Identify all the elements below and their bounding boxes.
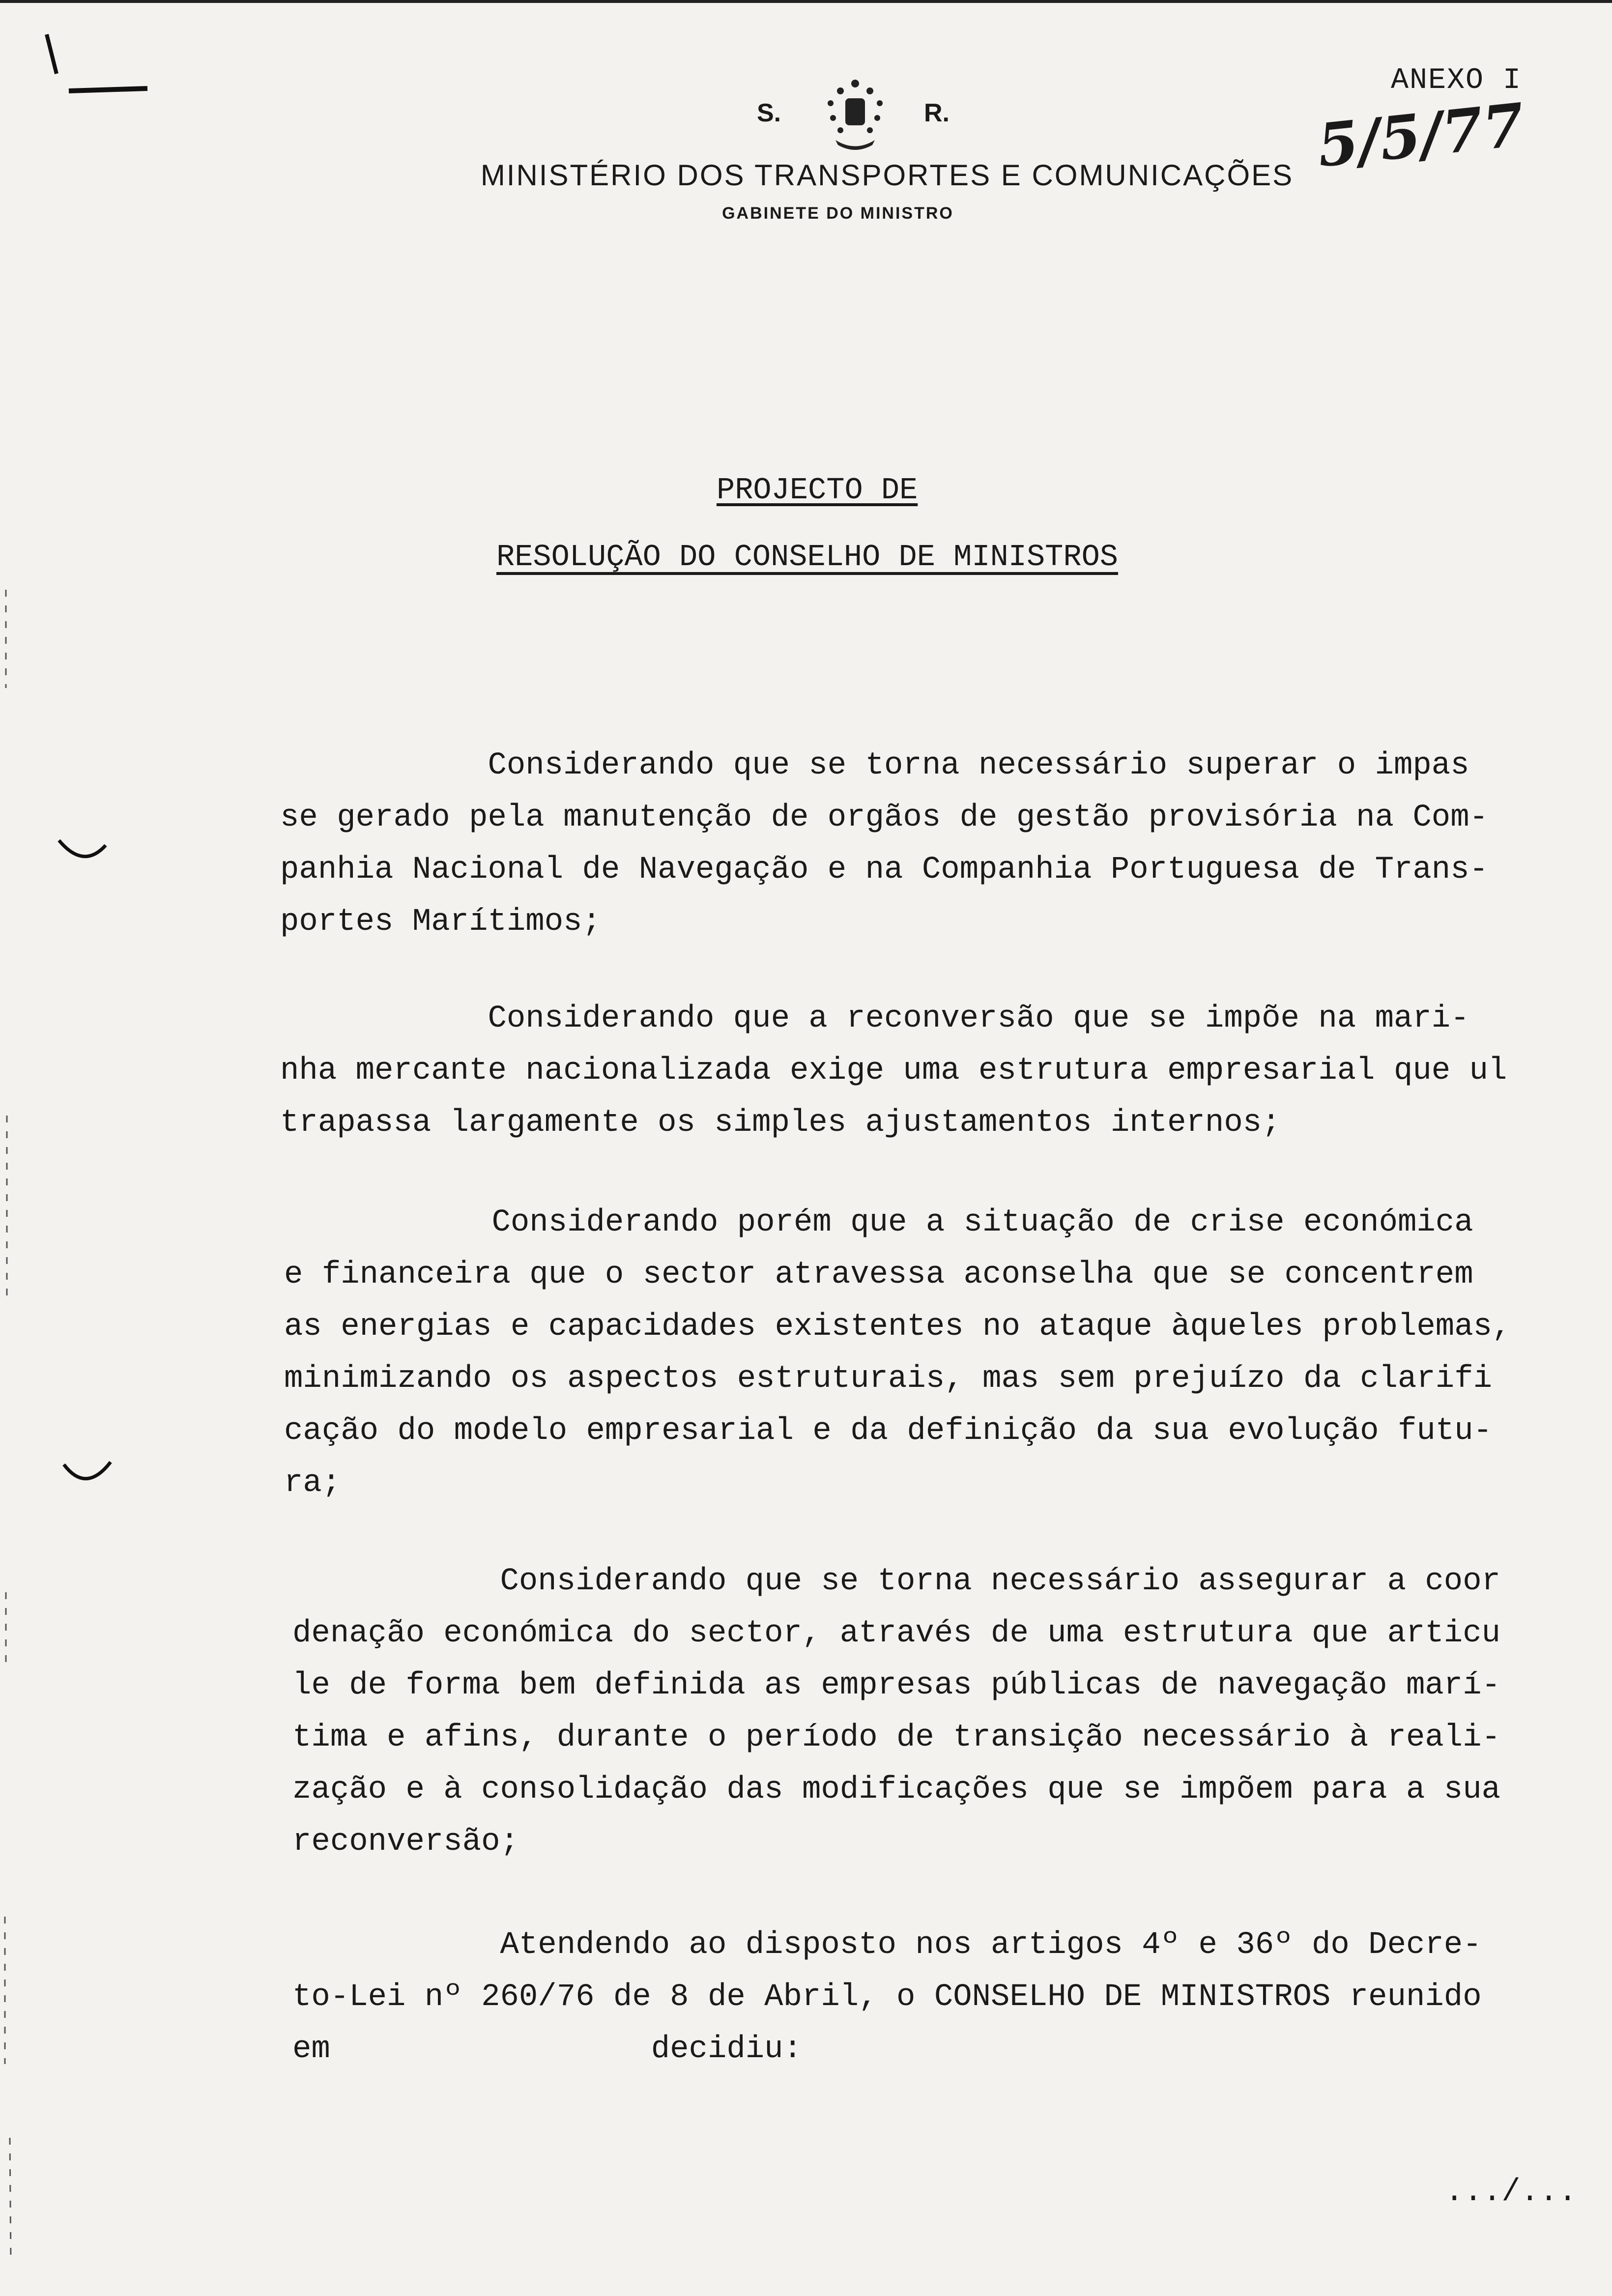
document-title-line2: RESOLUÇÃO DO CONSELHO DE MINISTROS — [496, 540, 1119, 574]
seal-letter-r: R. — [924, 99, 950, 127]
ministry-name: MINISTÉRIO DOS TRANSPORTES E COMUNICAÇÕES — [480, 159, 1294, 192]
paragraph-considering-impasse: Considerando que se torna necessário superar o impas se gerado pela manutenção de orgãos de gestão provisória na Com- panhia Nacional de Navegação e na Companhia Portuguesa de Trans- portes Marítimos; — [280, 748, 1488, 940]
paragraph-considering-reconversion: Considerando que a reconversão que se impõe na mari- nha mercante nacionalizada exige uma estrutura empresarial que ul trapassa largamente os simples ajustamentos internos; — [280, 1001, 1507, 1141]
annex-label: ANEXO I — [1391, 64, 1522, 97]
handwritten-date: 5/5/77 — [1314, 90, 1527, 181]
document-title-line1: PROJECTO DE — [717, 473, 918, 508]
seal-letter-s: S. — [757, 99, 781, 127]
continuation-mark: .../... — [1445, 2175, 1577, 2210]
paragraph-decision: Atendendo ao disposto nos artigos 4º e 36º do Decre- to-Lei nº 260/76 de 8 de Abril, o CONSELHO DE MINISTROS reunido em decidiu: — [292, 1927, 1482, 2067]
paragraph-considering-coordination: Considerando que se torna necessário assegurar a coor denação económica do sector, através de uma estrutura que articu le de forma bem definida as empresas públicas de navegação marí- tima e afins, durante o período de transição necessário à reali- zação e à consolidação das modificações que se impõem para a sua reconversão; — [292, 1564, 1500, 1860]
scan-margin-marks — [0, 0, 206, 2296]
coat-of-arms-icon — [811, 74, 899, 152]
page-top-edge — [0, 0, 1612, 3]
paragraph-considering-crisis: Considerando porém que a situação de crise económica e financeira que o sector atravessa aconselha que se concentrem as energias e capacidades existentes no ataque àqueles problemas, minimizando os aspectos estruturais, mas sem prejuízo da clarifi cação do modelo empresarial e da definição da sua evolução futu- ra; — [284, 1205, 1511, 1501]
cabinet-name: GABINETE DO MINISTRO — [722, 204, 954, 223]
